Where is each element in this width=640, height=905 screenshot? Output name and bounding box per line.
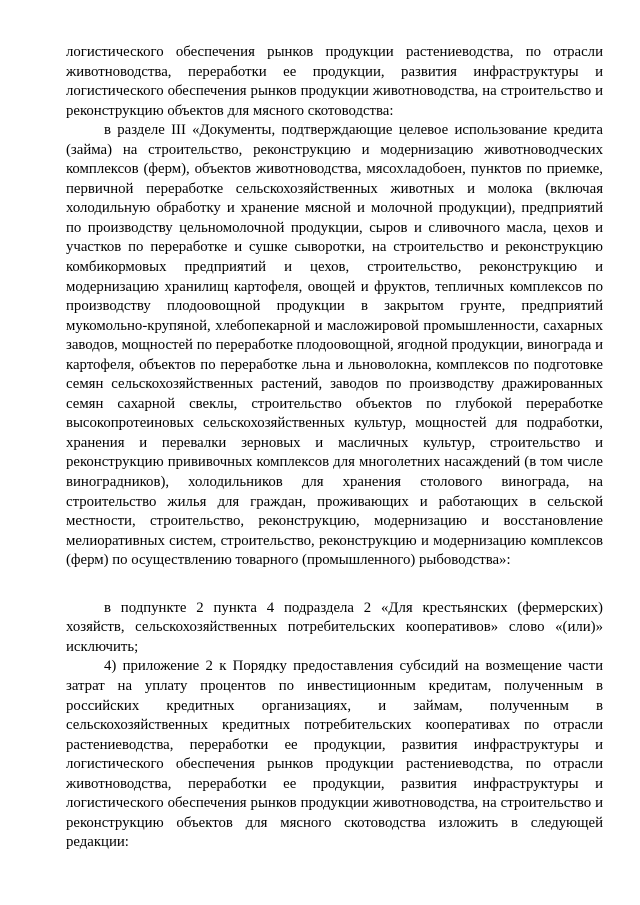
paragraph-appendix-2: 4) приложение 2 к Порядку предоставления субсидий на возмещение части затрат на уплату процентов по инвестиционным кредитам, полученным в российских кредитных организациях, и займам, полученным в сельскохозяйственных кредитных потребительских кооперативах по отрасли растениеводства, переработки ее продукции, развития инфраструктуры и логистического обеспечения рынков продукции растениеводства, по отрасли животноводства, переработки ее продукции, развития инфраструктуры и логистического обеспечения рынков продукции животноводства, на строительство и реконструкцию объектов для мясного скотоводства изложить в следующей редакции: — [66, 658, 603, 851]
paragraph-continuation: логистического обеспечения рынков продукции растениеводства, по отрасли животноводства, переработки ее продукции, развития инфраструктуры и логистического обеспечения рынков продукции животноводства, на строительство и реконструкцию объектов для мясного скотоводства: — [66, 44, 603, 119]
paragraph-section-iii: в разделе III «Документы, подтверждающие целевое использование кредита (займа) на строительство, реконструкцию и модернизацию животноводческих комплексов (ферм), объектов животноводства, мясохладобоен, пунктов по приемке, первичной переработке сельскохозяйственных животных и молока (включая холодильную обработку и хранение мясной и молочной продукции), предприятий по производству цельномолочной продукции, сыров и сливочного масла, цехов и участков по переработке и сушке сыворотки, на строительство и реконструкцию комбикормовых предприятий и цехов, строительство, реконструкцию и модернизацию хранилищ картофеля, овощей и фруктов, тепличных комплексов по производству плодоовощной продукции в закрытом грунте, предприятий мукомольно-крупяной, хлебопекарной и масложировой промышленности, сахарных заводов, мощностей по переработке плодоовощной, ягодной продукции, винограда и картофеля, объектов по переработке льна и льноволокна, комплексов по подготовке семян сельскохозяйственных растений, заводов по производству дражированных семян сахарной свеклы, строительство объектов по глубокой переработке высокопротеиновых сельскохозяйственных культур, мощностей для подработки, хранения и перевалки зерновых и масличных культур, строительство и реконструкцию прививочных комплексов для многолетних насаждений (в том числе виноградников), холодильников для хранения столового винограда, на строительство жилья для граждан, проживающих и работающих в сельской местности, строительство, реконструкцию, модернизацию и восстановление мелиоративных систем, строительство, реконструкцию и модернизацию комплексов (ферм) по осуществлению товарного (промышленного) рыбоводства»: — [66, 122, 603, 569]
document-page — [66, 43, 603, 853]
paragraph-subitem-2: в подпункте 2 пункта 4 подраздела 2 «Для крестьянских (фермерских) хозяйств, сельскохозяйственных потребительских кооперативов» слово «(или)» исключить; — [66, 599, 603, 655]
